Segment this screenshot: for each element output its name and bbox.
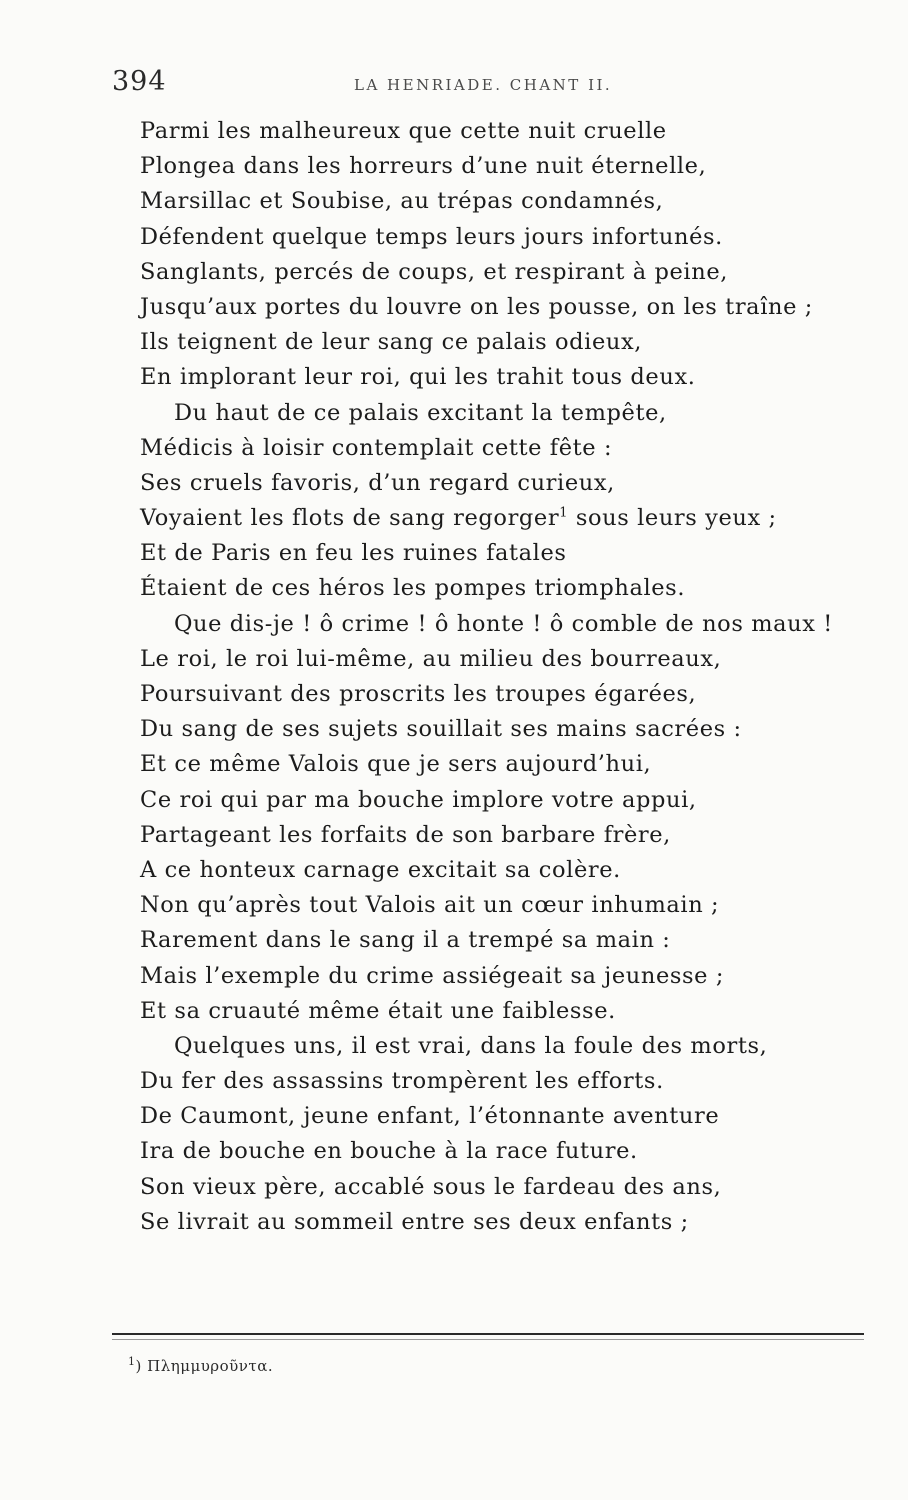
verse-text: Médicis à loisir contemplait cette fête :: [140, 434, 613, 461]
verse-text: Ils teignent de leur sang ce palais odieux,: [140, 329, 643, 356]
verse-text: Se livrait au sommeil entre ses deux enfants ;: [140, 1208, 689, 1235]
verse-text: Non qu’après tout Valois ait un cœur inhumain ;: [140, 892, 720, 919]
verse-line: [140, 888, 860, 923]
verse-text: Quelques uns, il est vrai, dans la foule des morts,: [174, 1032, 768, 1059]
verse-line: [140, 396, 860, 431]
verse-line: [140, 853, 860, 888]
verse-text: Partageant les forfaits de son barbare frère,: [140, 821, 671, 848]
verse-line: [140, 325, 860, 360]
verse-line: [140, 959, 860, 994]
verse-text: Défendent quelque temps leurs jours infortunés.: [140, 223, 723, 250]
verse-text: Le roi, le roi lui-même, au milieu des bourreaux,: [140, 645, 722, 672]
verse-line: [140, 571, 860, 606]
verse-text: Ira de bouche en bouche à la race future.: [140, 1138, 638, 1165]
verse-text: Étaient de ces héros les pompes triomphales.: [140, 575, 686, 602]
footnote-rule-thin: [112, 1339, 864, 1340]
verse-line: [140, 114, 860, 149]
verse-text: En implorant leur roi, qui les trahit tous deux.: [140, 364, 696, 391]
verse-line: [140, 1134, 860, 1169]
verse-text: Jusqu’aux portes du louvre on les pousse, on les traîne ;: [140, 293, 813, 320]
verse-line: [140, 1064, 860, 1099]
verse-text: Voyaient les flots de sang regorger: [140, 505, 560, 532]
verse-text: A ce honteux carnage excitait sa colère.: [140, 856, 621, 883]
verse-text: Et ce même Valois que je sers aujourd’hui,: [140, 751, 652, 778]
verse-line: [140, 466, 860, 501]
verse-text: De Caumont, jeune enfant, l’étonnante aventure: [140, 1103, 720, 1130]
page-number: 394: [112, 66, 167, 97]
verse-text: Plongea dans les horreurs d’une nuit éternelle,: [140, 153, 707, 180]
footnote-text: ) Πλημμυροῦντα.: [135, 1357, 274, 1375]
running-head: LA HENRIADE. CHANT II.: [354, 76, 613, 94]
verse-text: Ce roi qui par ma bouche implore votre appui,: [140, 786, 697, 813]
page-header: [112, 66, 832, 106]
verse-text: Du haut de ce palais excitant la tempête,: [174, 399, 667, 426]
verse-line: [140, 642, 860, 677]
footnote-reference: 1: [559, 505, 569, 521]
verse-text: Du fer des assassins trompèrent les efforts.: [140, 1068, 664, 1095]
verse-text: Poursuivant des proscrits les troupes égarées,: [140, 681, 697, 707]
verse-text: Ses cruels favoris, d’un regard curieux,: [140, 469, 615, 496]
verse-line: [140, 255, 860, 290]
verse-line: [140, 536, 860, 571]
footnote: [128, 1357, 273, 1375]
verse-line: [140, 818, 860, 853]
verse-line: [140, 290, 860, 325]
verse-line: [140, 923, 860, 958]
verse-text: Mais l’exemple du crime assiégeait sa jeunesse ;: [140, 962, 725, 989]
verse-text: Parmi les malheureux que cette nuit cruelle: [140, 118, 667, 144]
verse-line: [140, 1099, 860, 1134]
verse-line: [140, 712, 860, 747]
verse-text: Son vieux père, accablé sous le fardeau des ans,: [140, 1173, 722, 1200]
verse-line: [140, 149, 860, 184]
verse-line: [140, 677, 860, 712]
verse-text: Et sa cruauté même était une faiblesse.: [140, 997, 616, 1024]
verse-text: Marsillac et Soubise, au trépas condamnés,: [140, 188, 664, 215]
verse-line: [140, 994, 860, 1029]
verse-line: [140, 783, 860, 818]
verse-text: Que dis-je ! ô crime ! ô honte ! ô comble de nos maux !: [174, 610, 833, 637]
footnote-rule: [112, 1333, 864, 1335]
verse-line: [140, 1029, 860, 1064]
verse-line: [140, 1205, 860, 1240]
verse-text: Du sang de ses sujets souillait ses mains sacrées :: [140, 716, 742, 743]
verse-line: [140, 747, 860, 782]
verse-line: [140, 1170, 860, 1205]
verse-line: [140, 360, 860, 395]
verse-line: [140, 501, 860, 536]
footnote-number: 1: [128, 1355, 136, 1368]
verse-line: [140, 607, 860, 642]
verse-text-continued: sous leurs yeux ;: [568, 505, 777, 532]
verse-line: [140, 184, 860, 219]
verse-text: Rarement dans le sang il a trempé sa main :: [140, 927, 671, 954]
verse-list: [140, 114, 860, 1240]
verse-line: [140, 220, 860, 255]
verse-text: Sanglants, percés de coups, et respirant à peine,: [140, 258, 728, 285]
verse-line: [140, 431, 860, 466]
verse-text: Et de Paris en feu les ruines fatales: [140, 540, 567, 567]
